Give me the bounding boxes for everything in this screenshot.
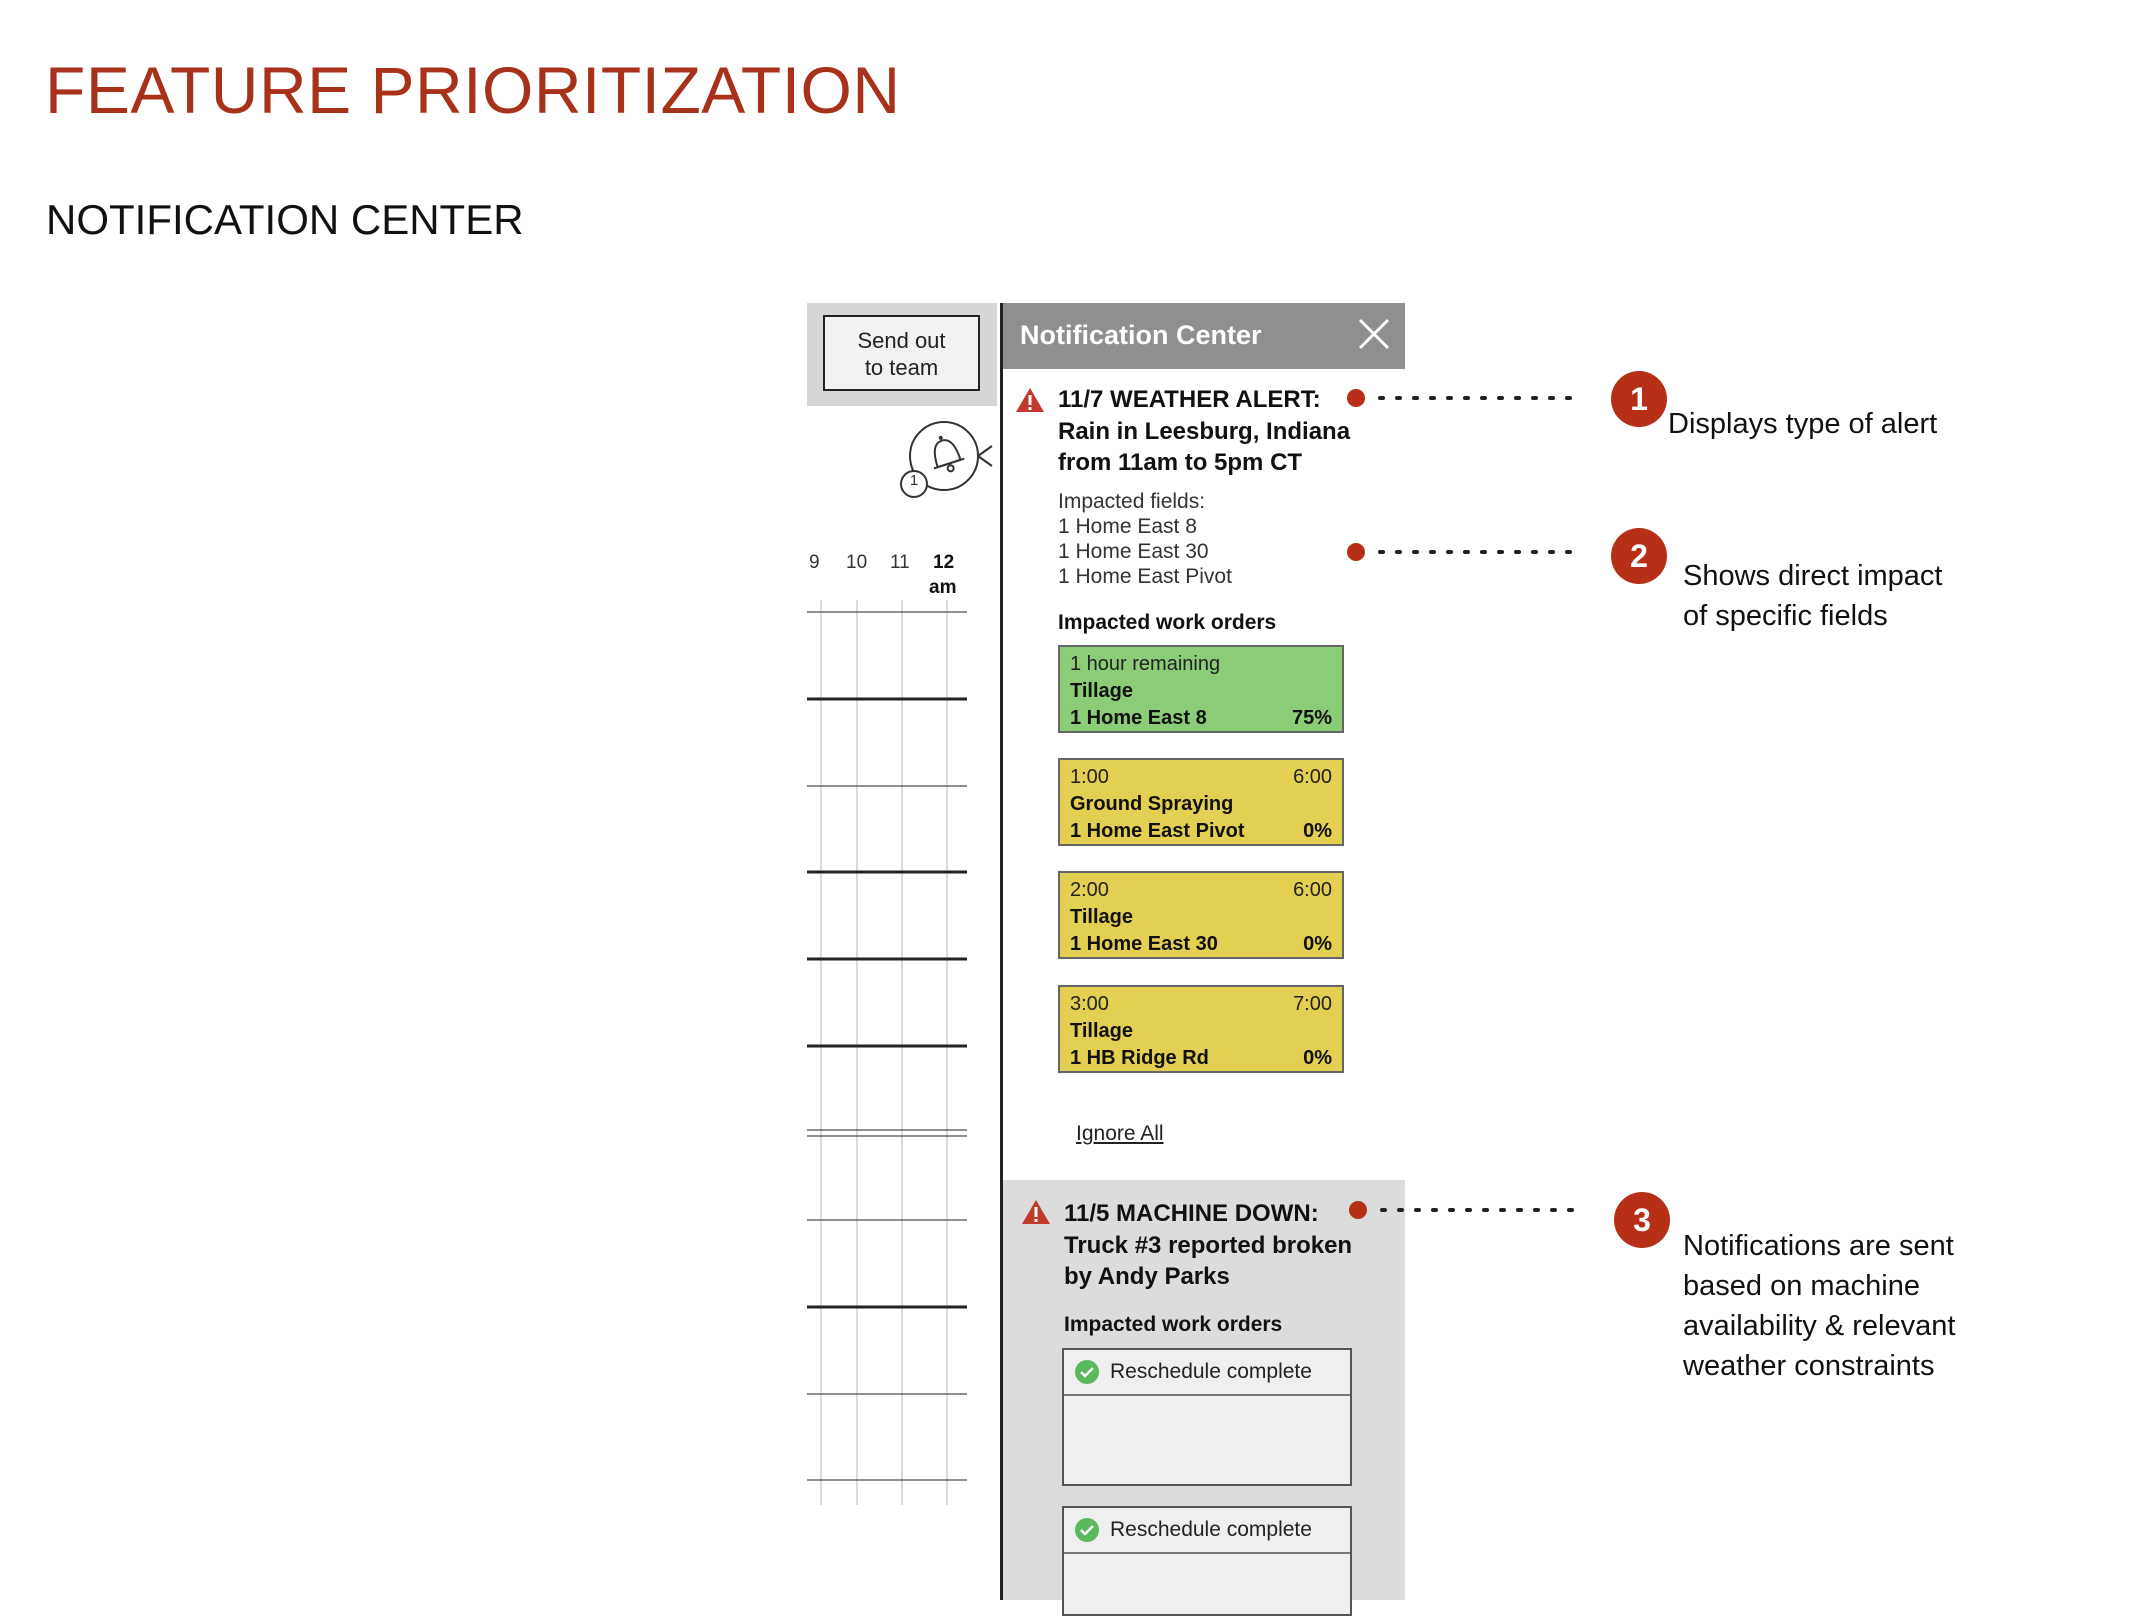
time-label-11: 11 (890, 552, 910, 573)
work-order-task: Tillage (1070, 906, 1133, 928)
work-order-progress: 0% (1303, 1047, 1332, 1069)
work-order-task: Ground Spraying (1070, 793, 1234, 815)
work-order-task: Tillage (1070, 680, 1133, 702)
page-title: FEATURE PRIORITIZATION (45, 53, 901, 127)
warning-icon (1020, 1198, 1052, 1226)
time-label-12: 12 (933, 552, 955, 573)
work-order-field: 1 Home East Pivot (1070, 820, 1245, 842)
work-order-start: 1 hour remaining (1070, 653, 1221, 675)
impacted-fields-label: Impacted fields: (1058, 490, 1206, 513)
annotation-text-3: Notifications are sent (1683, 1230, 1954, 1262)
notification-center-title: Notification Center (1020, 320, 1262, 350)
warning-icon (1014, 386, 1046, 414)
work-order-field: 1 Home East 30 (1070, 933, 1218, 955)
work-order-end: 6:00 (1293, 879, 1332, 901)
close-icon[interactable] (1354, 314, 1394, 354)
annotation-text-2: Shows direct impact (1683, 560, 1943, 592)
work-order-start: 3:00 (1070, 993, 1109, 1015)
weather-alert-title: 11/7 WEATHER ALERT: (1058, 386, 1321, 413)
machine-alert-line-2: Truck #3 reported broken (1064, 1232, 1353, 1259)
impacted-field-item: 1 Home East Pivot (1058, 565, 1232, 588)
work-order-card[interactable] (1058, 645, 1344, 733)
ignore-all-link[interactable]: Ignore All (1076, 1122, 1164, 1145)
weather-alert-line-3: from 11am to 5pm CT (1058, 449, 1303, 476)
time-label-10: 10 (846, 552, 868, 573)
time-label-9: 9 (809, 552, 820, 573)
work-order-progress: 75% (1291, 707, 1332, 729)
annotation-text-3: based on machine (1683, 1270, 1920, 1302)
weather-alert-line-2: Rain in Leesburg, Indiana (1058, 418, 1351, 445)
annotation-text-3: weather constraints (1683, 1350, 1935, 1382)
page-subtitle: NOTIFICATION CENTER (46, 196, 524, 243)
machine-alert-line-3: by Andy Parks (1064, 1263, 1230, 1290)
impacted-work-orders-heading: Impacted work orders (1058, 611, 1277, 634)
timeline-grid (807, 600, 967, 1510)
work-order-end: 6:00 (1293, 766, 1332, 788)
send-button-line-1: Send out (857, 328, 946, 353)
annotation-badge-3: 3 (1614, 1192, 1670, 1248)
work-order-start: 1:00 (1070, 766, 1109, 788)
work-order-progress: 0% (1303, 933, 1332, 955)
annotation-text-3: availability & relevant (1683, 1310, 1956, 1342)
time-label-am: am (929, 577, 957, 598)
work-order-field: 1 Home East 8 (1070, 707, 1207, 729)
work-order-progress: 0% (1303, 820, 1332, 842)
work-order-start: 2:00 (1070, 879, 1109, 901)
bell-badge-count: 1 (909, 472, 919, 489)
send-button-line-2: to team (864, 355, 939, 380)
check-circle-icon (1074, 1517, 1100, 1543)
annotation-text-2: of specific fields (1683, 600, 1888, 632)
panel-divider (1000, 303, 1003, 1600)
work-order-card[interactable] (1058, 985, 1344, 1073)
machine-work-orders-heading: Impacted work orders (1064, 1313, 1283, 1336)
work-order-card[interactable] (1058, 871, 1344, 959)
impacted-field-item: 1 Home East 8 (1058, 515, 1197, 538)
annotation-text-1: Displays type of alert (1668, 408, 1938, 440)
impacted-field-item: 1 Home East 30 (1058, 540, 1209, 563)
annotation-badge-2: 2 (1611, 528, 1667, 584)
reschedule-label: Reschedule complete (1110, 1360, 1312, 1383)
work-order-card[interactable] (1058, 758, 1344, 846)
work-order-end: 7:00 (1293, 993, 1332, 1015)
reschedule-label: Reschedule complete (1110, 1518, 1312, 1541)
annotation-leaders (1340, 380, 1600, 1240)
send-out-to-team-button[interactable] (823, 315, 980, 391)
work-order-field: 1 HB Ridge Rd (1070, 1047, 1209, 1069)
check-circle-icon (1074, 1359, 1100, 1385)
machine-alert-title: 11/5 MACHINE DOWN: (1064, 1200, 1319, 1227)
reschedule-card[interactable] (1062, 1348, 1352, 1486)
annotation-badge-1: 1 (1611, 371, 1667, 427)
work-order-task: Tillage (1070, 1020, 1133, 1042)
